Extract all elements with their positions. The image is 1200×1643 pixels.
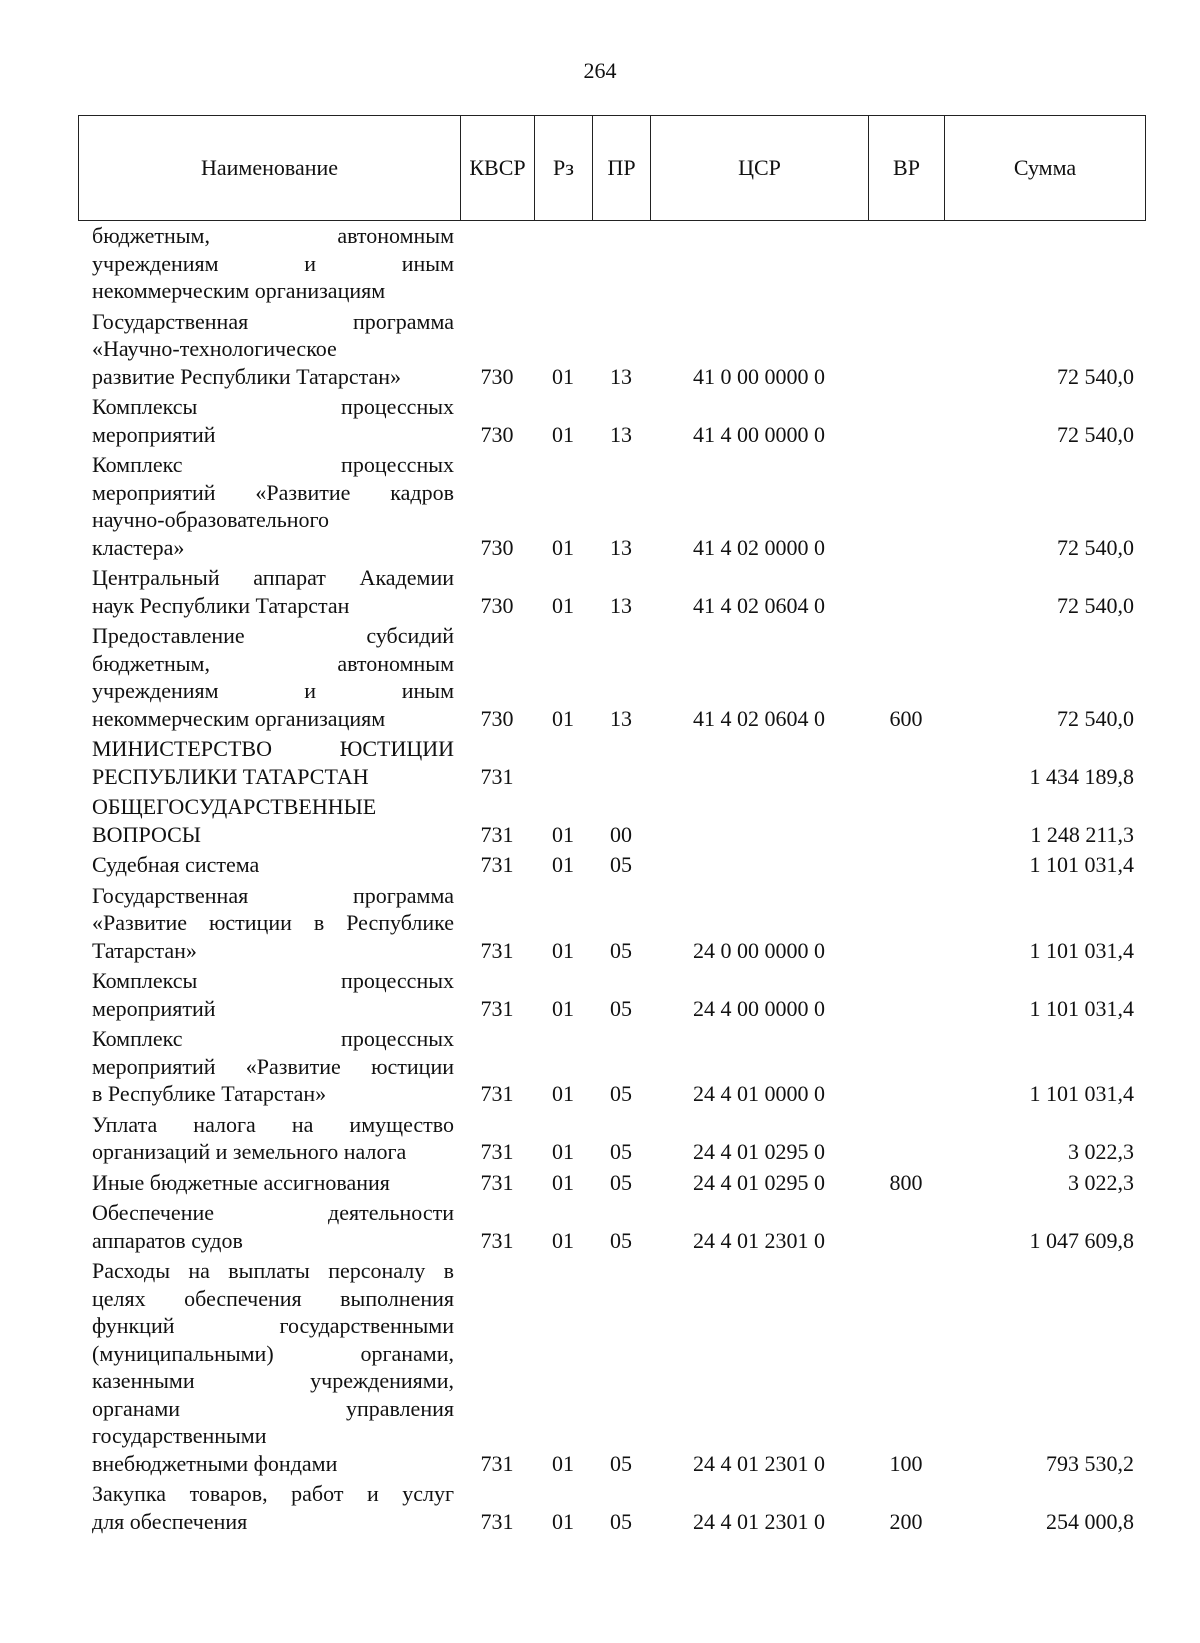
row-name-line: Государственная программа <box>92 308 454 334</box>
row-sum: 1 434 189,8 <box>1029 763 1134 789</box>
row-rz: 01 <box>552 534 574 560</box>
row-name-line: МИНИСТЕРСТВО ЮСТИЦИИ <box>92 736 454 761</box>
row-rz: 01 <box>552 1081 574 1106</box>
row-csr: 41 4 00 0000 0 <box>693 421 825 447</box>
row-sum: 72 540,0 <box>1057 363 1134 389</box>
row-sum: 3 022,3 <box>1068 1169 1134 1195</box>
row-name <box>78 1257 460 1477</box>
row-sum: 1 101 031,4 <box>1029 995 1134 1021</box>
table-row <box>78 1111 1146 1169</box>
row-name-line: органами управления <box>92 1395 454 1421</box>
table-row <box>78 851 1146 882</box>
row-rz: 01 <box>552 937 574 963</box>
row-name-line: Предоставление субсидий <box>92 623 454 648</box>
row-name-line: в Республике Татарстан» <box>92 1081 327 1106</box>
row-name <box>78 564 460 619</box>
row-csr: 24 4 01 0295 0 <box>693 1169 825 1195</box>
row-name-line: Комплексы процессных <box>92 968 454 993</box>
row-sum: 1 101 031,4 <box>1029 937 1134 963</box>
row-rz: 01 <box>552 852 574 877</box>
row-name-line: Татарстан» <box>92 937 197 963</box>
table-header <box>78 115 1146 221</box>
row-name-line: мероприятий «Развитие юстиции <box>92 1053 454 1079</box>
row-csr: 24 0 00 0000 0 <box>693 937 825 963</box>
table-row <box>78 1199 1146 1257</box>
row-pr: 13 <box>610 592 632 618</box>
row-csr: 41 4 02 0604 0 <box>693 592 825 618</box>
row-name-line: (муниципальными) органами, <box>92 1340 454 1366</box>
row-name-line: развитие Республики Татарстан» <box>92 363 402 389</box>
row-csr: 24 4 01 0000 0 <box>693 1081 825 1106</box>
row-rz: 01 <box>552 421 574 447</box>
row-rz: 01 <box>552 1227 574 1253</box>
row-vr: 100 <box>889 1450 923 1476</box>
row-name <box>78 1025 460 1108</box>
row-name-line: «Научно-технологическое <box>92 336 337 361</box>
row-sum: 1 047 609,8 <box>1029 1227 1134 1253</box>
row-pr: 13 <box>610 534 632 560</box>
row-name <box>78 222 460 305</box>
row-name <box>78 308 460 391</box>
table-row <box>78 622 1146 735</box>
table-row <box>78 1025 1146 1111</box>
row-name-line: бюджетным, автономным <box>92 223 454 248</box>
header-vr: ВР <box>869 116 945 220</box>
table-row <box>78 735 1146 793</box>
row-csr: 41 4 02 0000 0 <box>693 534 825 560</box>
row-name-line: функций государственными <box>92 1313 454 1338</box>
row-vr: 200 <box>889 1508 923 1534</box>
table-row <box>78 1169 1146 1200</box>
row-name-line: Обеспечение деятельности <box>92 1200 454 1225</box>
row-pr: 05 <box>610 1081 632 1106</box>
table-row <box>78 451 1146 564</box>
row-name-line: Уплата налога на имущество <box>92 1111 454 1137</box>
row-name <box>78 735 460 790</box>
row-name-line: учреждениям и иным <box>92 250 454 276</box>
row-kvsr: 731 <box>480 1139 514 1164</box>
row-pr: 05 <box>610 995 632 1021</box>
row-name-line: бюджетным, автономным <box>92 650 454 676</box>
row-name-line: Комплекс процессных <box>92 452 454 477</box>
row-kvsr: 731 <box>480 1169 514 1195</box>
row-name-line: ВОПРОСЫ <box>92 821 201 847</box>
row-sum: 1 101 031,4 <box>1029 852 1134 877</box>
row-pr: 00 <box>610 821 632 847</box>
row-sum: 3 022,3 <box>1068 1139 1134 1164</box>
row-name-line: Закупка товаров, работ и услуг <box>92 1481 454 1506</box>
row-name-line: учреждениям и иным <box>92 678 454 703</box>
row-kvsr: 731 <box>480 937 514 963</box>
row-name-line: РЕСПУБЛИКИ ТАТАРСТАН <box>92 763 369 789</box>
header-name: Наименование <box>79 116 461 220</box>
row-kvsr: 730 <box>480 363 514 389</box>
row-sum: 254 000,8 <box>1046 1508 1134 1534</box>
table-row <box>78 1257 1146 1480</box>
row-pr: 05 <box>610 852 632 877</box>
row-name-line: некоммерческим организациям <box>92 278 386 303</box>
row-kvsr: 730 <box>480 421 514 447</box>
row-name-line: Комплексы процессных <box>92 394 454 419</box>
row-csr: 24 4 01 2301 0 <box>693 1227 825 1253</box>
row-name-line: мероприятий «Развитие кадров <box>92 479 454 505</box>
row-pr: 05 <box>610 1508 632 1534</box>
row-sum: 1 248 211,3 <box>1030 821 1134 847</box>
row-name-line: внебюджетными фондами <box>92 1450 338 1476</box>
row-sum: 72 540,0 <box>1057 592 1134 618</box>
row-kvsr: 731 <box>480 821 514 847</box>
row-pr: 05 <box>610 1227 632 1253</box>
header-csr: ЦСР <box>651 116 869 220</box>
header-rz: Рз <box>535 116 593 220</box>
header-pr: ПР <box>593 116 651 220</box>
table-body <box>78 222 1146 1538</box>
row-name-line: казенными учреждениями, <box>92 1368 454 1393</box>
row-name-line: Судебная система <box>92 852 260 877</box>
row-name-line: Комплекс процессных <box>92 1026 454 1051</box>
row-name <box>78 851 460 879</box>
row-csr: 24 4 01 2301 0 <box>693 1508 825 1534</box>
row-kvsr: 730 <box>480 534 514 560</box>
row-csr: 24 4 01 2301 0 <box>693 1450 825 1476</box>
row-rz: 01 <box>552 1508 574 1534</box>
table-row <box>78 222 1146 308</box>
table-row <box>78 967 1146 1025</box>
row-sum: 1 101 031,4 <box>1029 1081 1134 1106</box>
row-kvsr: 731 <box>480 1227 514 1253</box>
row-name-line: некоммерческим организациям <box>92 705 386 731</box>
row-rz: 01 <box>552 1169 574 1195</box>
row-csr: 24 4 01 0295 0 <box>693 1139 825 1164</box>
row-pr: 05 <box>610 937 632 963</box>
row-name-line: аппаратов судов <box>92 1227 243 1253</box>
page-number: 264 <box>583 58 617 83</box>
row-pr: 05 <box>610 1139 632 1164</box>
row-name-line: целях обеспечения выполнения <box>92 1285 454 1311</box>
row-name <box>78 1169 460 1197</box>
row-name <box>78 1199 460 1254</box>
row-name <box>78 1480 460 1535</box>
table-row <box>78 308 1146 394</box>
table-row <box>78 793 1146 851</box>
row-name-line: для обеспечения <box>92 1508 248 1534</box>
row-rz: 01 <box>552 995 574 1021</box>
row-name <box>78 1111 460 1166</box>
row-pr: 05 <box>610 1450 632 1476</box>
row-name-line: научно-образовательного <box>92 507 330 532</box>
row-name-line: организаций и земельного налога <box>92 1139 407 1164</box>
row-sum: 72 540,0 <box>1057 534 1134 560</box>
row-csr: 24 4 00 0000 0 <box>693 995 825 1021</box>
row-kvsr: 731 <box>480 995 514 1021</box>
row-kvsr: 731 <box>480 763 514 789</box>
row-sum: 793 530,2 <box>1046 1450 1134 1476</box>
row-vr: 800 <box>889 1169 923 1195</box>
row-rz: 01 <box>552 363 574 389</box>
row-name-line: государственными <box>92 1423 267 1448</box>
row-pr: 13 <box>610 705 632 731</box>
row-kvsr: 731 <box>480 1081 514 1106</box>
row-name <box>78 622 460 732</box>
row-rz: 01 <box>552 821 574 847</box>
row-kvsr: 731 <box>480 1450 514 1476</box>
row-csr: 41 0 00 0000 0 <box>693 363 825 389</box>
row-rz: 01 <box>552 705 574 731</box>
row-name-line: Иные бюджетные ассигнования <box>92 1169 390 1195</box>
row-pr: 13 <box>610 363 632 389</box>
row-kvsr: 731 <box>480 852 514 877</box>
row-rz: 01 <box>552 1139 574 1164</box>
row-name <box>78 393 460 448</box>
row-name <box>78 793 460 848</box>
row-name-line: Расходы на выплаты персоналу в <box>92 1258 454 1283</box>
row-rz: 01 <box>552 1450 574 1476</box>
row-kvsr: 730 <box>480 705 514 731</box>
row-name-line: кластера» <box>92 534 185 560</box>
row-name-line: ОБЩЕГОСУДАРСТВЕННЫЕ <box>92 794 377 819</box>
row-name-line: мероприятий <box>92 421 216 447</box>
row-kvsr: 730 <box>480 592 514 618</box>
table-row <box>78 564 1146 622</box>
row-pr: 05 <box>610 1169 632 1195</box>
row-name-line: мероприятий <box>92 995 216 1021</box>
header-kvsr: КВСР <box>461 116 535 220</box>
row-vr: 600 <box>889 705 923 731</box>
table-row <box>78 882 1146 968</box>
row-sum: 72 540,0 <box>1057 421 1134 447</box>
row-name-line: Государственная программа <box>92 882 454 908</box>
row-pr: 13 <box>610 421 632 447</box>
row-rz: 01 <box>552 592 574 618</box>
row-kvsr: 731 <box>480 1508 514 1534</box>
row-name <box>78 451 460 561</box>
row-name-line: наук Республики Татарстан <box>92 592 350 618</box>
row-sum: 72 540,0 <box>1057 705 1134 731</box>
row-name-line: Центральный аппарат Академии <box>92 565 454 590</box>
row-name <box>78 967 460 1022</box>
table-row <box>78 393 1146 451</box>
header-sum: Сумма <box>1013 155 1077 180</box>
row-name-line: «Развитие юстиции в Республике <box>92 910 454 935</box>
row-name <box>78 882 460 965</box>
table-row <box>78 1480 1146 1538</box>
row-csr: 41 4 02 0604 0 <box>693 705 825 731</box>
